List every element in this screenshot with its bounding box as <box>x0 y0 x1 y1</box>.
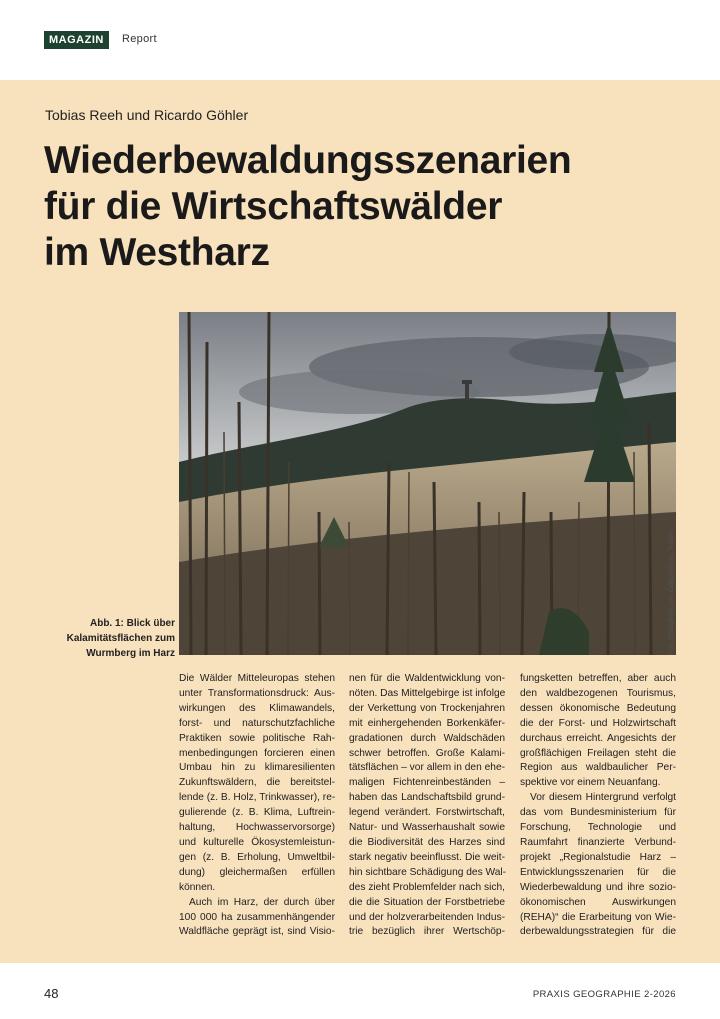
text-line: mit einhergehenden Borkenkäfer- <box>349 717 505 729</box>
text-line: und kulturelle Ökosystemleistun- <box>179 836 335 848</box>
text-line: der Verkettung von Trockenjahren <box>349 702 505 714</box>
text-line: das vom Bundesministerium für <box>520 807 676 819</box>
text-line: unter Transformationsdruck: Aus- <box>179 687 335 699</box>
text-line: projekt „Regionalstudie Harz – <box>520 851 676 863</box>
text-line: Umbau hin zu klimaresilienten <box>179 762 335 774</box>
text-line: stark negativ beeinflusst. Die weit- <box>349 851 505 863</box>
page-header <box>0 0 720 80</box>
text-line: Die Wälder Mitteleuropas stehen <box>179 673 335 684</box>
text-line: des zieht Problemfelder nach sich, <box>349 881 505 893</box>
text-line: Wiederbewaldung und ihre sozio- <box>520 881 676 893</box>
text-line: 100 000 ha zusammenhängender <box>179 911 335 923</box>
forest-photo-illustration <box>179 312 676 655</box>
magazine-badge: MAGAZIN <box>44 31 109 49</box>
text-line: dessen ökonomische Bedeutung <box>520 702 676 714</box>
text-line: Zukunftswäldern, die bereitstel- <box>179 777 335 789</box>
text-line: durchaus erreicht. Angesichts der <box>520 732 676 744</box>
text-line: spektive vor einem Neuanfang. <box>520 777 661 789</box>
text-line: nöten. Das Mittelgebirge ist infolge <box>349 687 506 699</box>
caption-line: Abb. 1: Blick über <box>89 618 175 629</box>
title-line: für die Wirtschaftswälder <box>44 185 503 228</box>
text-line: schwer betroffen. Große Kalami- <box>349 747 505 759</box>
text-line: Vor diesem Hintergrund verfolgt <box>530 792 676 804</box>
article-title <box>44 138 684 276</box>
publication-info: PRAXIS GEOGRAPHIE 2-2026 <box>532 989 676 1000</box>
title-line: im Westharz <box>44 231 270 274</box>
text-line: den waldbezogenen Tourismus, <box>520 687 676 699</box>
text-line: trie bezüglich ihrer Wertschöp- <box>349 926 505 938</box>
text-line: (REHA)“ die Erarbeitung von Wie- <box>520 911 676 923</box>
text-line: legend verändert. Forstwirtschaft, <box>349 807 505 819</box>
text-line: dung) gleichermaßen erfüllen <box>179 866 335 878</box>
text-line: menbedingungen forcieren einen <box>179 747 335 759</box>
text-line: Praktiken sowie politische Rah- <box>179 732 335 744</box>
caption-line: Kalamitätsflächen zum <box>66 633 175 644</box>
text-line: großflächigen Freilagen steht die <box>520 747 676 759</box>
text-line: fungsketten betreffen, aber auch <box>520 673 676 684</box>
text-line: wirkungen des Klimawandels, <box>179 702 335 714</box>
text-line: Forschung, Technologie und <box>520 822 676 834</box>
title-line: Wiederbewaldungsszenarien <box>44 139 572 182</box>
body-column-2 <box>349 672 505 940</box>
section-label: Report <box>122 33 157 45</box>
text-line: tätsflächen – vor allem in den ehe- <box>349 762 505 774</box>
text-line: Auch im Harz, der durch über <box>189 896 335 908</box>
figure-caption <box>45 616 175 661</box>
body-column-1 <box>179 672 335 940</box>
text-line: die der Forst- und Holzwirtschaft <box>520 717 676 729</box>
text-line: die die Situation der Forstbetriebe <box>349 896 505 908</box>
photo-credit: Foto: iStockphoto.com, Calgary/Bruns, Torsten <box>669 531 675 655</box>
text-line: die Biodiversität des Harzes sind <box>349 836 505 848</box>
text-line: lende (z. B. Holz, Trinkwasser), re- <box>179 792 336 804</box>
text-line: können. <box>179 881 216 893</box>
text-line: haben das Landschaftsbild grund- <box>349 792 505 804</box>
text-line: gradationen durch Waldschäden <box>349 732 505 744</box>
text-line: Natur- und Wasserhaushalt sowie <box>349 822 505 834</box>
text-line: haltung, Hochwasservorsorge) <box>179 822 335 834</box>
text-line: nen für die Waldentwicklung von- <box>349 673 505 684</box>
text-line: Waldfläche geprägt ist, sind Visio- <box>179 926 335 938</box>
text-line: Region aus waldbaulicher Per- <box>520 762 676 774</box>
text-line: maligen Fichtenreinbeständen – <box>349 777 505 789</box>
text-line: derbewaldungsstrategien für die <box>520 926 676 938</box>
page-number: 48 <box>44 986 59 1001</box>
text-line: forst- und naturschutzfachliche <box>179 717 335 729</box>
forest-photo <box>179 312 676 655</box>
text-line: und der holzverarbeitenden Indus- <box>349 911 505 923</box>
text-line: gulierende (z. B. Klima, Luftrein- <box>179 807 335 819</box>
text-line: gen (z. B. Erholung, Umweltbil- <box>179 851 335 863</box>
text-line: hin sichtbare Schädigung des Wal- <box>349 866 507 878</box>
text-line: ökonomischen Auswirkungen <box>520 896 676 908</box>
article-authors: Tobias Reeh und Ricardo Göhler <box>45 107 249 123</box>
text-line: Raumfahrt finanzierte Verbund- <box>520 836 676 848</box>
text-line: Entwicklungsszenarien für die <box>520 866 676 878</box>
body-column-3 <box>520 672 676 940</box>
caption-line: Wurmberg im Harz <box>86 648 175 659</box>
